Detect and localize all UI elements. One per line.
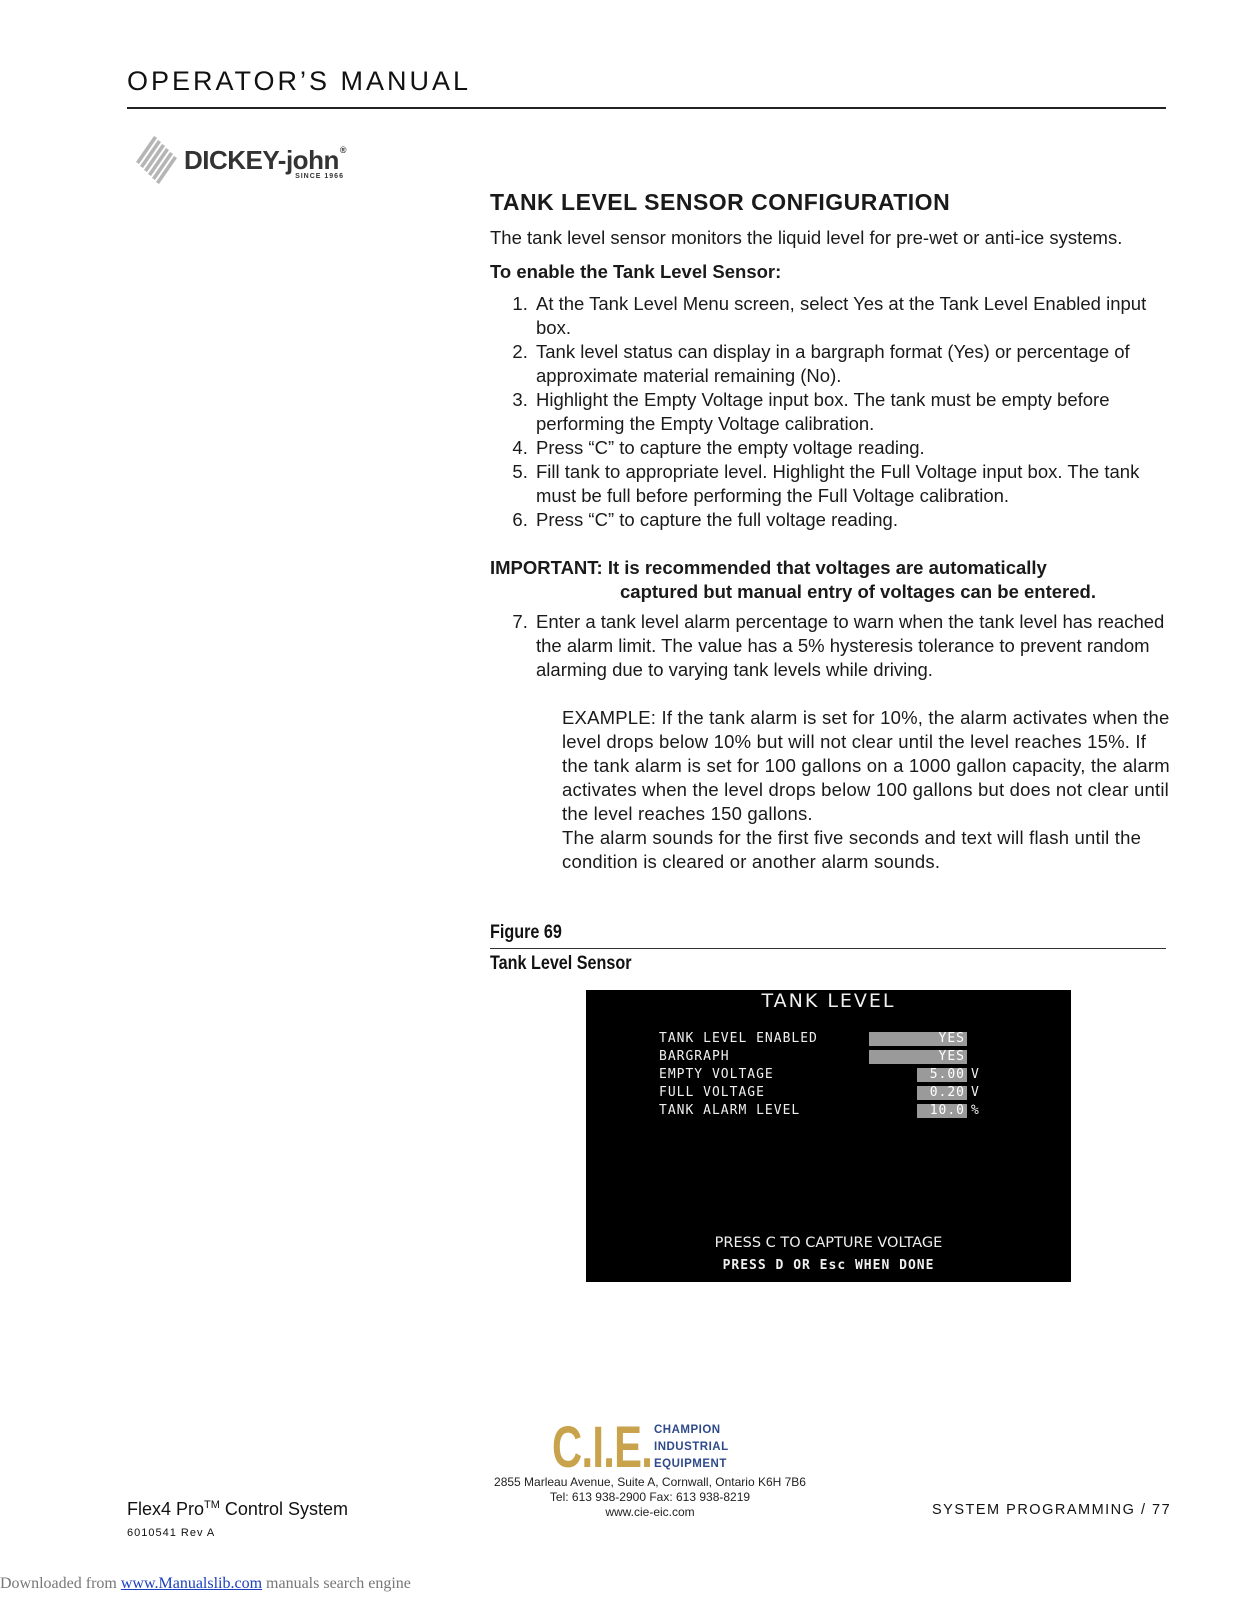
row-label: TANK ALARM LEVEL xyxy=(659,1103,801,1118)
procedure-steps-continued xyxy=(490,610,1170,682)
step-1: 1. At the Tank Level Menu screen, select Yes at the Tank Level Enabled input box. xyxy=(533,292,1170,340)
document-number: 6010541 Rev A xyxy=(127,1527,216,1539)
capture-prompt: PRESS C TO CAPTURE VOLTAGE xyxy=(714,1235,943,1251)
tank-level-screen xyxy=(586,990,1071,1282)
row-tank-level-enabled xyxy=(659,1031,989,1047)
step-3: 3. Highlight the Empty Voltage input box. The tank must be empty before performing the Empty Voltage calibration. xyxy=(533,388,1170,436)
row-empty-voltage xyxy=(659,1067,989,1083)
step-4: 4. Press “C” to capture the empty voltage reading. xyxy=(533,436,1170,460)
row-bargraph xyxy=(659,1049,989,1065)
row-label: EMPTY VOLTAGE xyxy=(659,1067,774,1082)
address-line: 2855 Marleau Avenue, Suite A, Cornwall, Ontario K6H 7B6 xyxy=(494,1475,806,1489)
procedure-steps xyxy=(490,292,1170,532)
figure-title: Tank Level Sensor xyxy=(490,953,632,974)
download-notice: Downloaded from www.Manualslib.com manuals search engine xyxy=(0,1575,411,1592)
unit-label: V xyxy=(971,1067,980,1082)
step-7: 7. Enter a tank level alarm percentage to warn when the tank level has reached the alarm limit. The value has a 5% hysteresis tolerance to prevent random alarming due to varying tank levels while driving. xyxy=(533,610,1170,682)
step-5: 5. Fill tank to appropriate level. Highlight the Full Voltage input box. The tank must be full before performing the Full Voltage calibration. xyxy=(533,460,1170,508)
unit-label: % xyxy=(971,1103,980,1118)
section-title: TANK LEVEL SENSOR CONFIGURATION xyxy=(490,189,951,215)
example-note xyxy=(562,706,1170,874)
screen-title: TANK LEVEL xyxy=(761,990,896,1012)
cie-logo-words: CHAMPION INDUSTRIAL EQUIPMENT xyxy=(654,1424,729,1470)
tank-alarm-level-field[interactable]: 10.0 xyxy=(917,1104,967,1118)
row-full-voltage xyxy=(659,1085,989,1101)
row-tank-alarm-level xyxy=(659,1103,989,1119)
figure-label: Figure 69 xyxy=(490,922,562,943)
product-name: Flex4 Pro™ Control System xyxy=(127,1499,348,1519)
full-voltage-field[interactable]: 0.20 xyxy=(917,1086,967,1100)
dickey-john-mark-icon xyxy=(132,132,180,188)
row-label: TANK LEVEL ENABLED xyxy=(659,1031,818,1046)
page-section-number: SYSTEM PROGRAMMING / 77 xyxy=(932,1502,1172,1518)
logo-wordmark: DICKEY-john® SINCE 1966 xyxy=(184,144,346,180)
empty-voltage-field[interactable]: 5.00 xyxy=(917,1068,967,1082)
intro-paragraph: The tank level sensor monitors the liquid level for pre-wet or anti-ice systems. xyxy=(490,227,1123,248)
main-content xyxy=(490,190,1170,874)
web-line: www.cie-eic.com xyxy=(605,1505,695,1519)
important-line-2: captured but manual entry of voltages can be entered. xyxy=(620,581,1096,602)
cie-logo-letters: C.I.E. xyxy=(552,1415,653,1480)
phone-line: Tel: 613 938-2900 Fax: 613 938-8219 xyxy=(549,1490,751,1504)
row-label: BARGRAPH xyxy=(659,1049,730,1064)
manualslib-link[interactable]: www.Manualslib.com xyxy=(120,1575,263,1592)
logo-since: SINCE 1966 xyxy=(295,172,344,180)
cie-logo xyxy=(552,1415,729,1480)
dealer-address xyxy=(470,1475,830,1520)
dickey-john-logo xyxy=(132,132,372,188)
important-note xyxy=(490,556,1170,604)
step-6: 6. Press “C” to capture the full voltage reading. xyxy=(533,508,1170,532)
unit-label: V xyxy=(971,1085,980,1100)
bargraph-field[interactable]: YES xyxy=(869,1050,967,1064)
step-2: 2. Tank level status can display in a bargraph format (Yes) or percentage of approximate material remaining (No). xyxy=(533,340,1170,388)
example-text-1: EXAMPLE: If the tank alarm is set for 10%, the alarm activates when the level drops below 10% but will not clear until the level reaches 15%. If the tank alarm is set for 100 gallons on a 1000 gallon capacity, the alarm activates when the level drops below 100 gallons but does not clear until the level reaches 150 gallons. xyxy=(562,707,1170,824)
example-text-2: The alarm sounds for the first five seconds and text will flash until the condition is cleared or another alarm sounds. xyxy=(562,827,1142,872)
row-label: FULL VOLTAGE xyxy=(659,1085,765,1100)
important-line-1: IMPORTANT: It is recommended that voltages are automatically xyxy=(490,557,1047,578)
page-header-title: OPERATOR’S MANUAL xyxy=(127,66,472,96)
tank-level-enabled-field[interactable]: YES xyxy=(869,1032,967,1046)
figure-rule xyxy=(490,948,1166,949)
procedure-subhead: To enable the Tank Level Sensor: xyxy=(490,261,782,282)
header-rule xyxy=(127,107,1166,109)
done-prompt: PRESS D OR Esc WHEN DONE xyxy=(722,1258,935,1273)
